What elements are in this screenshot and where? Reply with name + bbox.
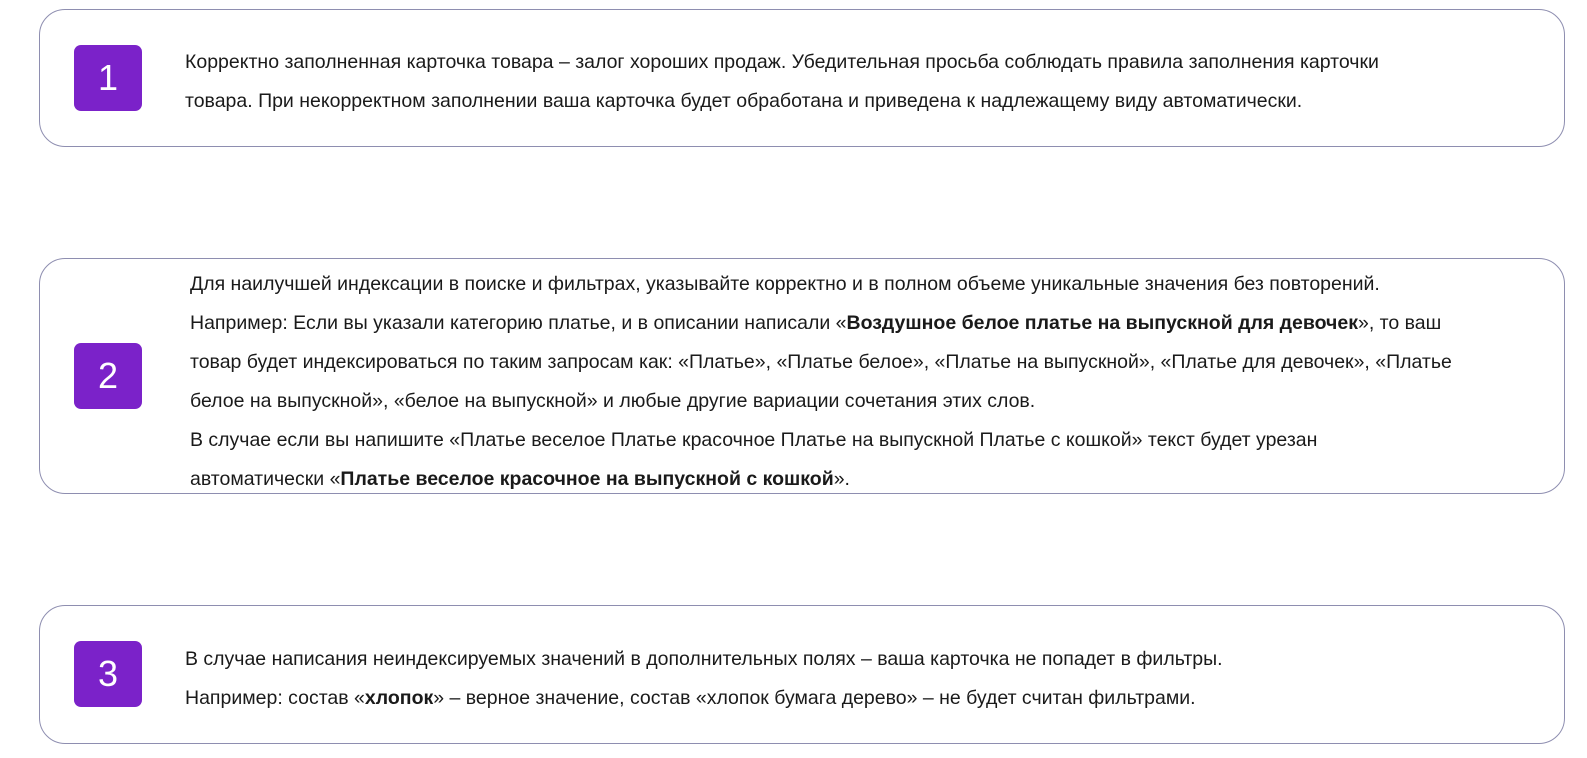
- bold-example: Платье веселое красочное на выпускной с кошкой: [340, 468, 834, 490]
- rule-text-line: [190, 304, 1550, 343]
- rule-text-line: Для наилучшей индексации в поиске и фильтрах, указывайте корректно и в полном объеме уникальные значения без повторений.: [190, 273, 1380, 295]
- bold-example: Воздушное белое платье на выпускной для девочек: [846, 312, 1358, 334]
- text-fragment: ».: [833, 468, 850, 490]
- rule-number-badge: 3: [74, 641, 142, 707]
- rule-text-line: В случае если вы напишите «Платье веселое Платье красочное Платье на выпускной Платье с кошкой» текст будет урезан: [190, 429, 1318, 451]
- rule-text-line: товар будет индексироваться по таким запросам как: «Платье», «Платье белое», «Платье на выпускной», «Платье для девочек», «Платье: [190, 351, 1452, 373]
- rule-number-badge: 2: [74, 343, 142, 409]
- rule-text-line: товара. При некорректном заполнении ваша карточка будет обработана и приведена к надлежащему виду автоматически.: [185, 90, 1303, 112]
- rule-card-1: [39, 9, 1565, 147]
- rule-text: [185, 43, 1545, 121]
- text-fragment: Например: состав «: [185, 687, 365, 709]
- rule-number-badge: 1: [74, 45, 142, 111]
- text-fragment: Например: Если вы указали категорию платье, и в описании написали «: [190, 312, 847, 334]
- text-fragment: », то ваш: [1358, 312, 1442, 334]
- rule-text-line: [185, 679, 1545, 718]
- bold-example: хлопок: [364, 687, 434, 709]
- rule-text: [190, 265, 1550, 499]
- rule-text-line: [190, 460, 1550, 499]
- rule-text-line: В случае написания неиндексируемых значений в дополнительных полях – ваша карточка не попадет в фильтры.: [185, 648, 1223, 670]
- rule-text: [185, 640, 1545, 718]
- text-fragment: » – верное значение, состав «хлопок бумага дерево» – не будет считан фильтрами.: [433, 687, 1196, 709]
- rule-card-3: [39, 605, 1565, 744]
- rule-card-2: [39, 258, 1565, 494]
- rule-text-line: белое на выпускной», «белое на выпускной» и любые другие вариации сочетания этих слов.: [190, 390, 1036, 412]
- text-fragment: автоматически «: [190, 468, 341, 490]
- rule-text-line: Корректно заполненная карточка товара – залог хороших продаж. Убедительная просьба соблюдать правила заполнения карточки: [185, 51, 1379, 73]
